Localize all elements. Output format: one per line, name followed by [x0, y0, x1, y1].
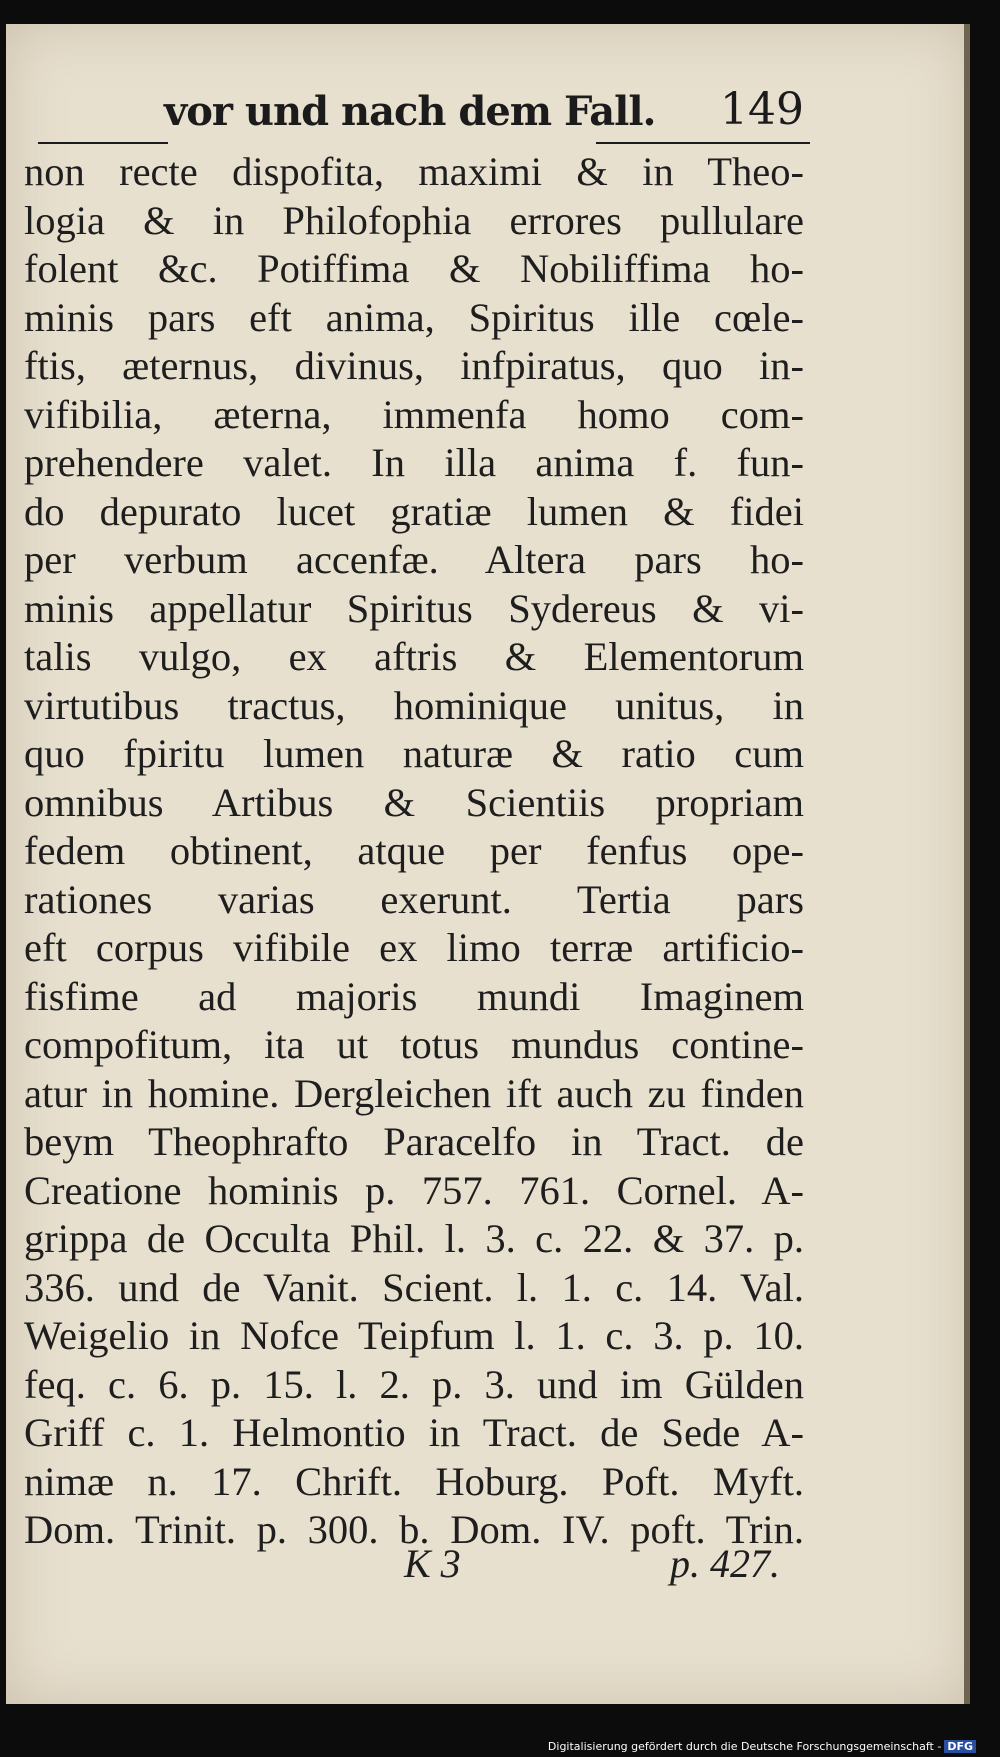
text-line: minis pars eft anima, Spiritus ille cœle- [24, 294, 804, 340]
text-line: non recte dispofita, maximi & in Theo- [24, 149, 804, 194]
text-line: talis vulgo, ex aftris & Elementorum [24, 634, 804, 679]
signature-mark: K 3 [404, 1541, 461, 1586]
header-rule-right [596, 142, 810, 144]
text-line: logia & in Philofophia errores pullulare [24, 197, 804, 243]
text-line: nimæ n. 17. Chrift. Hoburg. Poft. Myft. [24, 1458, 804, 1504]
text-line: Dom. Trinit. p. 300. b. Dom. IV. poft. Trin. [24, 1507, 804, 1552]
digitization-credit [548, 1740, 976, 1753]
running-title: vor und nach dem Fall. [164, 88, 656, 135]
page-number: 149 [720, 84, 804, 135]
text-line: Weigelio in Nofce Teipfum l. 1. c. 3. p. 10. [24, 1313, 804, 1358]
credit-text: Digitalisierung gefördert durch die Deutsche Forschungsgemeinschaft - [547, 1740, 942, 1753]
text-line: virtutibus tractus, hominique unitus, in [24, 682, 804, 728]
page-edge [964, 24, 970, 1704]
text-line: do depurato lucet gratiæ lumen & fidei [24, 488, 804, 534]
text-line: fedem obtinent, atque per fenfus ope- [24, 828, 804, 873]
text-line: minis appellatur Spiritus Sydereus & vi- [24, 585, 804, 631]
text-line: feq. c. 6. p. 15. l. 2. p. 3. und im Gülden [24, 1361, 804, 1407]
page-header [14, 70, 804, 150]
text-line: per verbum accenfæ. Altera pars ho- [24, 537, 804, 582]
text-line: compofitum, ita ut totus mundus contine- [24, 1022, 804, 1067]
text-line: prehendere valet. In illa anima f. fun- [24, 440, 804, 485]
text-line: 336. und de Vanit. Scient. l. 1. c. 14. Val. [24, 1264, 804, 1310]
text-line: beym Theophrafto Paracelfo in Tract. de [24, 1119, 804, 1164]
catchword: p. 427. [670, 1541, 780, 1586]
text-line: vifibilia, æterna, immenfa homo com- [24, 391, 804, 437]
text-line: atur in homine. Dergleichen ift auch zu finden [24, 1070, 804, 1116]
text-line: omnibus Artibus & Scientiis propriam [24, 779, 804, 825]
text-line: ftis, æternus, divinus, infpiratus, quo in- [24, 343, 804, 388]
text-line: Griff c. 1. Helmontio in Tract. de Sede A- [24, 1410, 804, 1455]
text-line: grippa de Occulta Phil. l. 3. c. 22. & 37. p. [24, 1216, 804, 1261]
text-line: rationes varias exerunt. Tertia pars [24, 876, 804, 922]
header-rule-left [38, 142, 168, 144]
text-line: eft corpus vifibile ex limo terræ artificio- [24, 925, 804, 970]
body-text [24, 148, 804, 1555]
text-line: folent &c. Potiffima & Nobiliffima ho- [24, 246, 804, 291]
dfg-logo-badge: DFG [944, 1740, 976, 1753]
text-line: quo fpiritu lumen naturæ & ratio cum [24, 731, 804, 776]
text-line: fisfime ad majoris mundi Imaginem [24, 973, 804, 1019]
text-line: Creatione hominis p. 757. 761. Cornel. A- [24, 1167, 804, 1213]
